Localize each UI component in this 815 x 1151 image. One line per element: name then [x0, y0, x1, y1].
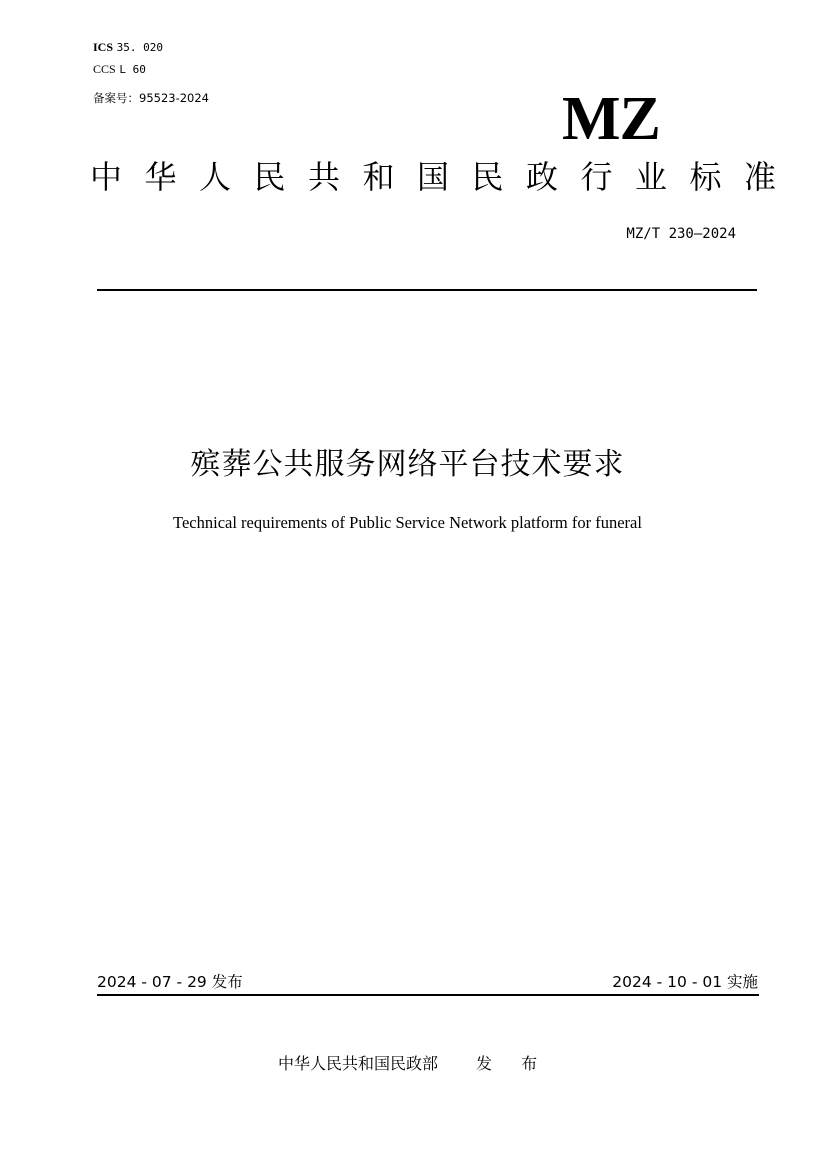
- standard-number: MZ/T 230—2024: [626, 226, 736, 242]
- ccs-code: L 60: [119, 63, 146, 76]
- ics-code: 35. 020: [116, 41, 164, 54]
- implementation-date: 2024 - 10 - 01 实施: [612, 973, 758, 991]
- ccs-label: CCS: [93, 62, 116, 76]
- document-title: 殡葬公共服务网络平台技术要求: [190, 447, 625, 482]
- issue-date: 2024 - 07 - 29 发布: [97, 973, 243, 991]
- publisher-line: [278, 1052, 549, 1076]
- publish-label: 发 布: [476, 1054, 550, 1073]
- ics-label: ICS: [93, 40, 114, 54]
- publisher-name: 中华人民共和国民政部: [278, 1054, 439, 1073]
- standard-logo: MZ: [562, 85, 660, 153]
- standard-type: 中华人民共和国民政行业标准: [90, 158, 799, 196]
- ccs-line: [93, 62, 146, 77]
- header-divider: [97, 289, 757, 291]
- footer-divider: [97, 994, 759, 996]
- record-number: 备案号：95523-2024: [93, 91, 209, 105]
- ics-line: [93, 40, 163, 55]
- document-title-english: Technical requirements of Public Service Network platform for funeral: [173, 513, 642, 532]
